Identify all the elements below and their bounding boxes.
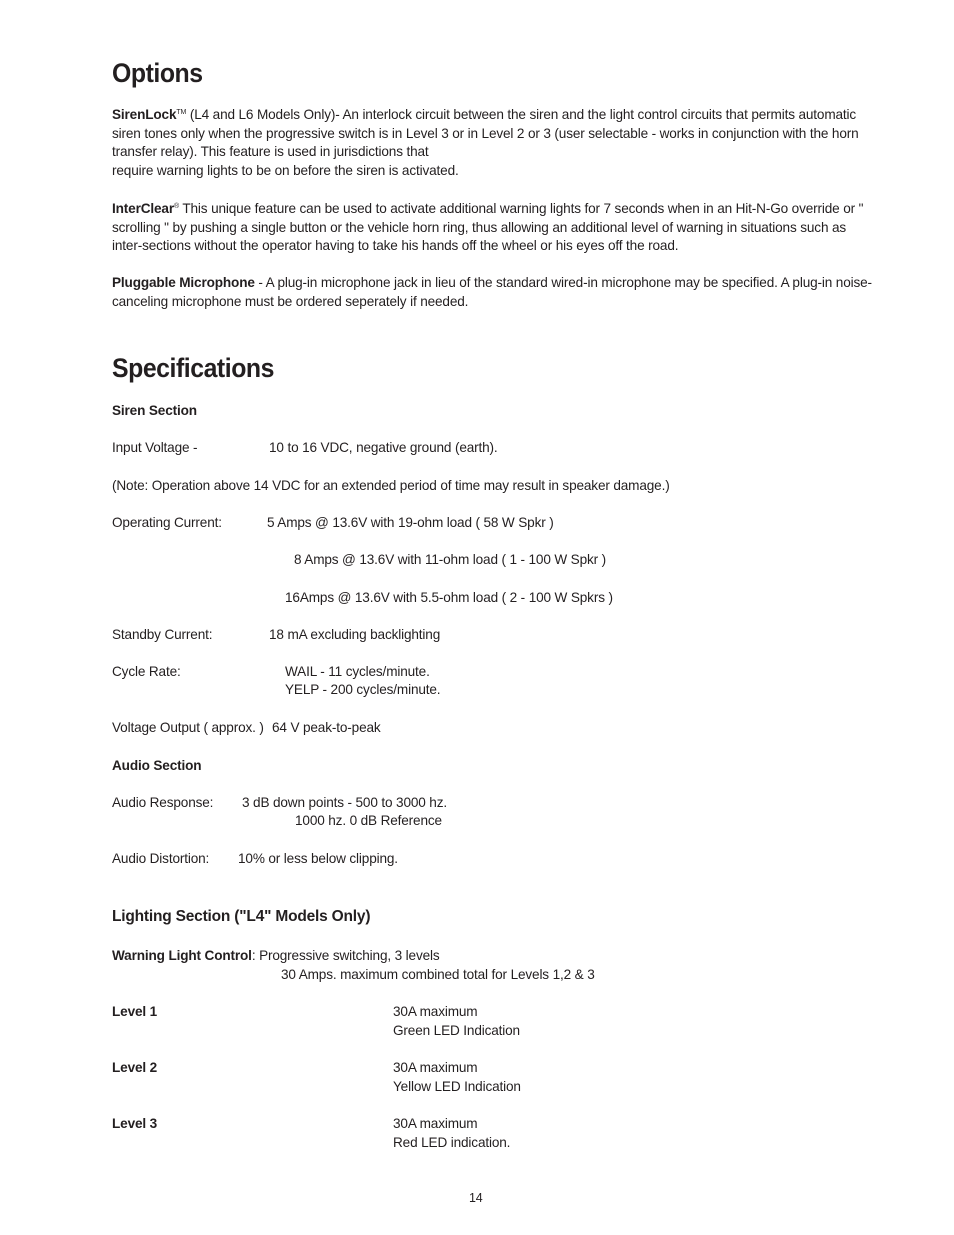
lighting-section-heading: Lighting Section ("L4" Models Only): [112, 908, 371, 925]
warning-light-control: [112, 947, 440, 966]
level-3-label: Level 3: [112, 1116, 158, 1131]
sirenlock-paragraph: [112, 106, 872, 180]
cycle-rate-wail: WAIL - 11 cycles/minute.: [285, 664, 430, 679]
registered-mark: ®: [173, 203, 179, 210]
pluggable-microphone-paragraph: [112, 274, 872, 311]
cycle-rate-yelp: YELP - 200 cycles/minute.: [285, 682, 441, 697]
interclear-text: This unique feature can be used to activate additional warning lights for 7 seconds when in an Hit-N-Go override or " scrolling " by pushing a single button or the vehicle horn ring, thus allowing an additional level of warning in situations such as inter-sections without the operator having to take his hands off the wheel or his eyes off the road.: [112, 201, 864, 254]
audio-response-value-2: 1000 hz. 0 dB Reference: [295, 813, 442, 828]
level-1-label: Level 1: [112, 1004, 158, 1019]
level-3-indication: Red LED indication.: [393, 1135, 511, 1150]
audio-distortion-value: 10% or less below clipping.: [238, 851, 398, 866]
standby-current-value: 18 mA excluding backlighting: [269, 627, 441, 642]
operating-current-label: Operating Current:: [112, 515, 222, 530]
voltage-output-value: 64 V peak-to-peak: [272, 720, 381, 735]
trademark-mark: TM: [176, 109, 187, 116]
audio-section-heading: Audio Section: [112, 758, 202, 773]
standby-current-label: Standby Current:: [112, 627, 213, 642]
options-heading: Options: [112, 58, 203, 88]
voltage-output-label: Voltage Output ( approx. ): [112, 720, 264, 735]
pluggable-microphone-text: - A plug-in microphone jack in lieu of the standard wired-in microphone may be specified. A plug-in noise-canceling microphone must be ordered seperately if needed.: [112, 275, 872, 309]
cycle-rate-label: Cycle Rate:: [112, 664, 181, 679]
sirenlock-text-2: require warning lights to be on before the siren is activated.: [112, 162, 459, 178]
audio-response-label: Audio Response:: [112, 795, 214, 810]
siren-section-heading: Siren Section: [112, 403, 197, 418]
warning-light-control-value-2: 30 Amps. maximum combined total for Levels 1,2 & 3: [281, 967, 595, 982]
operating-current-value-2: 8 Amps @ 13.6V with 11-ohm load ( 1 - 100 W Spkr ): [294, 552, 607, 567]
level-2-label: Level 2: [112, 1060, 158, 1075]
level-2-indication: Yellow LED Indication: [393, 1079, 521, 1094]
operation-note: (Note: Operation above 14 VDC for an extended period of time may result in speaker damage.): [112, 478, 670, 493]
warning-light-control-value: : Progressive switching, 3 levels: [251, 948, 440, 963]
page-number: 14: [469, 1191, 483, 1205]
sirenlock-text: (L4 and L6 Models Only)- An interlock circuit between the siren and the light control circuits that permits automatic siren tones only when the progressive switch is in Level 3 or in Level 2 or 3 (user selectable - works in conjunction with the horn transfer relay). This feature is used in jurisdictions that: [112, 107, 859, 160]
level-1-indication: Green LED Indication: [393, 1023, 520, 1038]
input-voltage-label: Input Voltage -: [112, 440, 198, 455]
level-3-max: 30A maximum: [393, 1116, 478, 1131]
level-2-max: 30A maximum: [393, 1060, 478, 1075]
interclear-paragraph: [112, 200, 872, 256]
audio-distortion-label: Audio Distortion:: [112, 851, 210, 866]
interclear-name: InterClear: [112, 201, 174, 216]
operating-current-value-3: 16Amps @ 13.6V with 5.5-ohm load ( 2 - 100 W Spkrs ): [285, 590, 613, 605]
pluggable-microphone-name: Pluggable Microphone: [112, 275, 255, 290]
operating-current-value-1: 5 Amps @ 13.6V with 19-ohm load ( 58 W Spkr ): [267, 515, 554, 530]
input-voltage-value: 10 to 16 VDC, negative ground (earth).: [269, 440, 498, 455]
specifications-heading: Specifications: [112, 353, 274, 383]
audio-response-value-1: 3 dB down points - 500 to 3000 hz.: [242, 795, 447, 810]
sirenlock-name: SirenLock: [112, 107, 177, 122]
level-1-max: 30A maximum: [393, 1004, 478, 1019]
warning-light-control-label: Warning Light Control: [112, 948, 252, 963]
